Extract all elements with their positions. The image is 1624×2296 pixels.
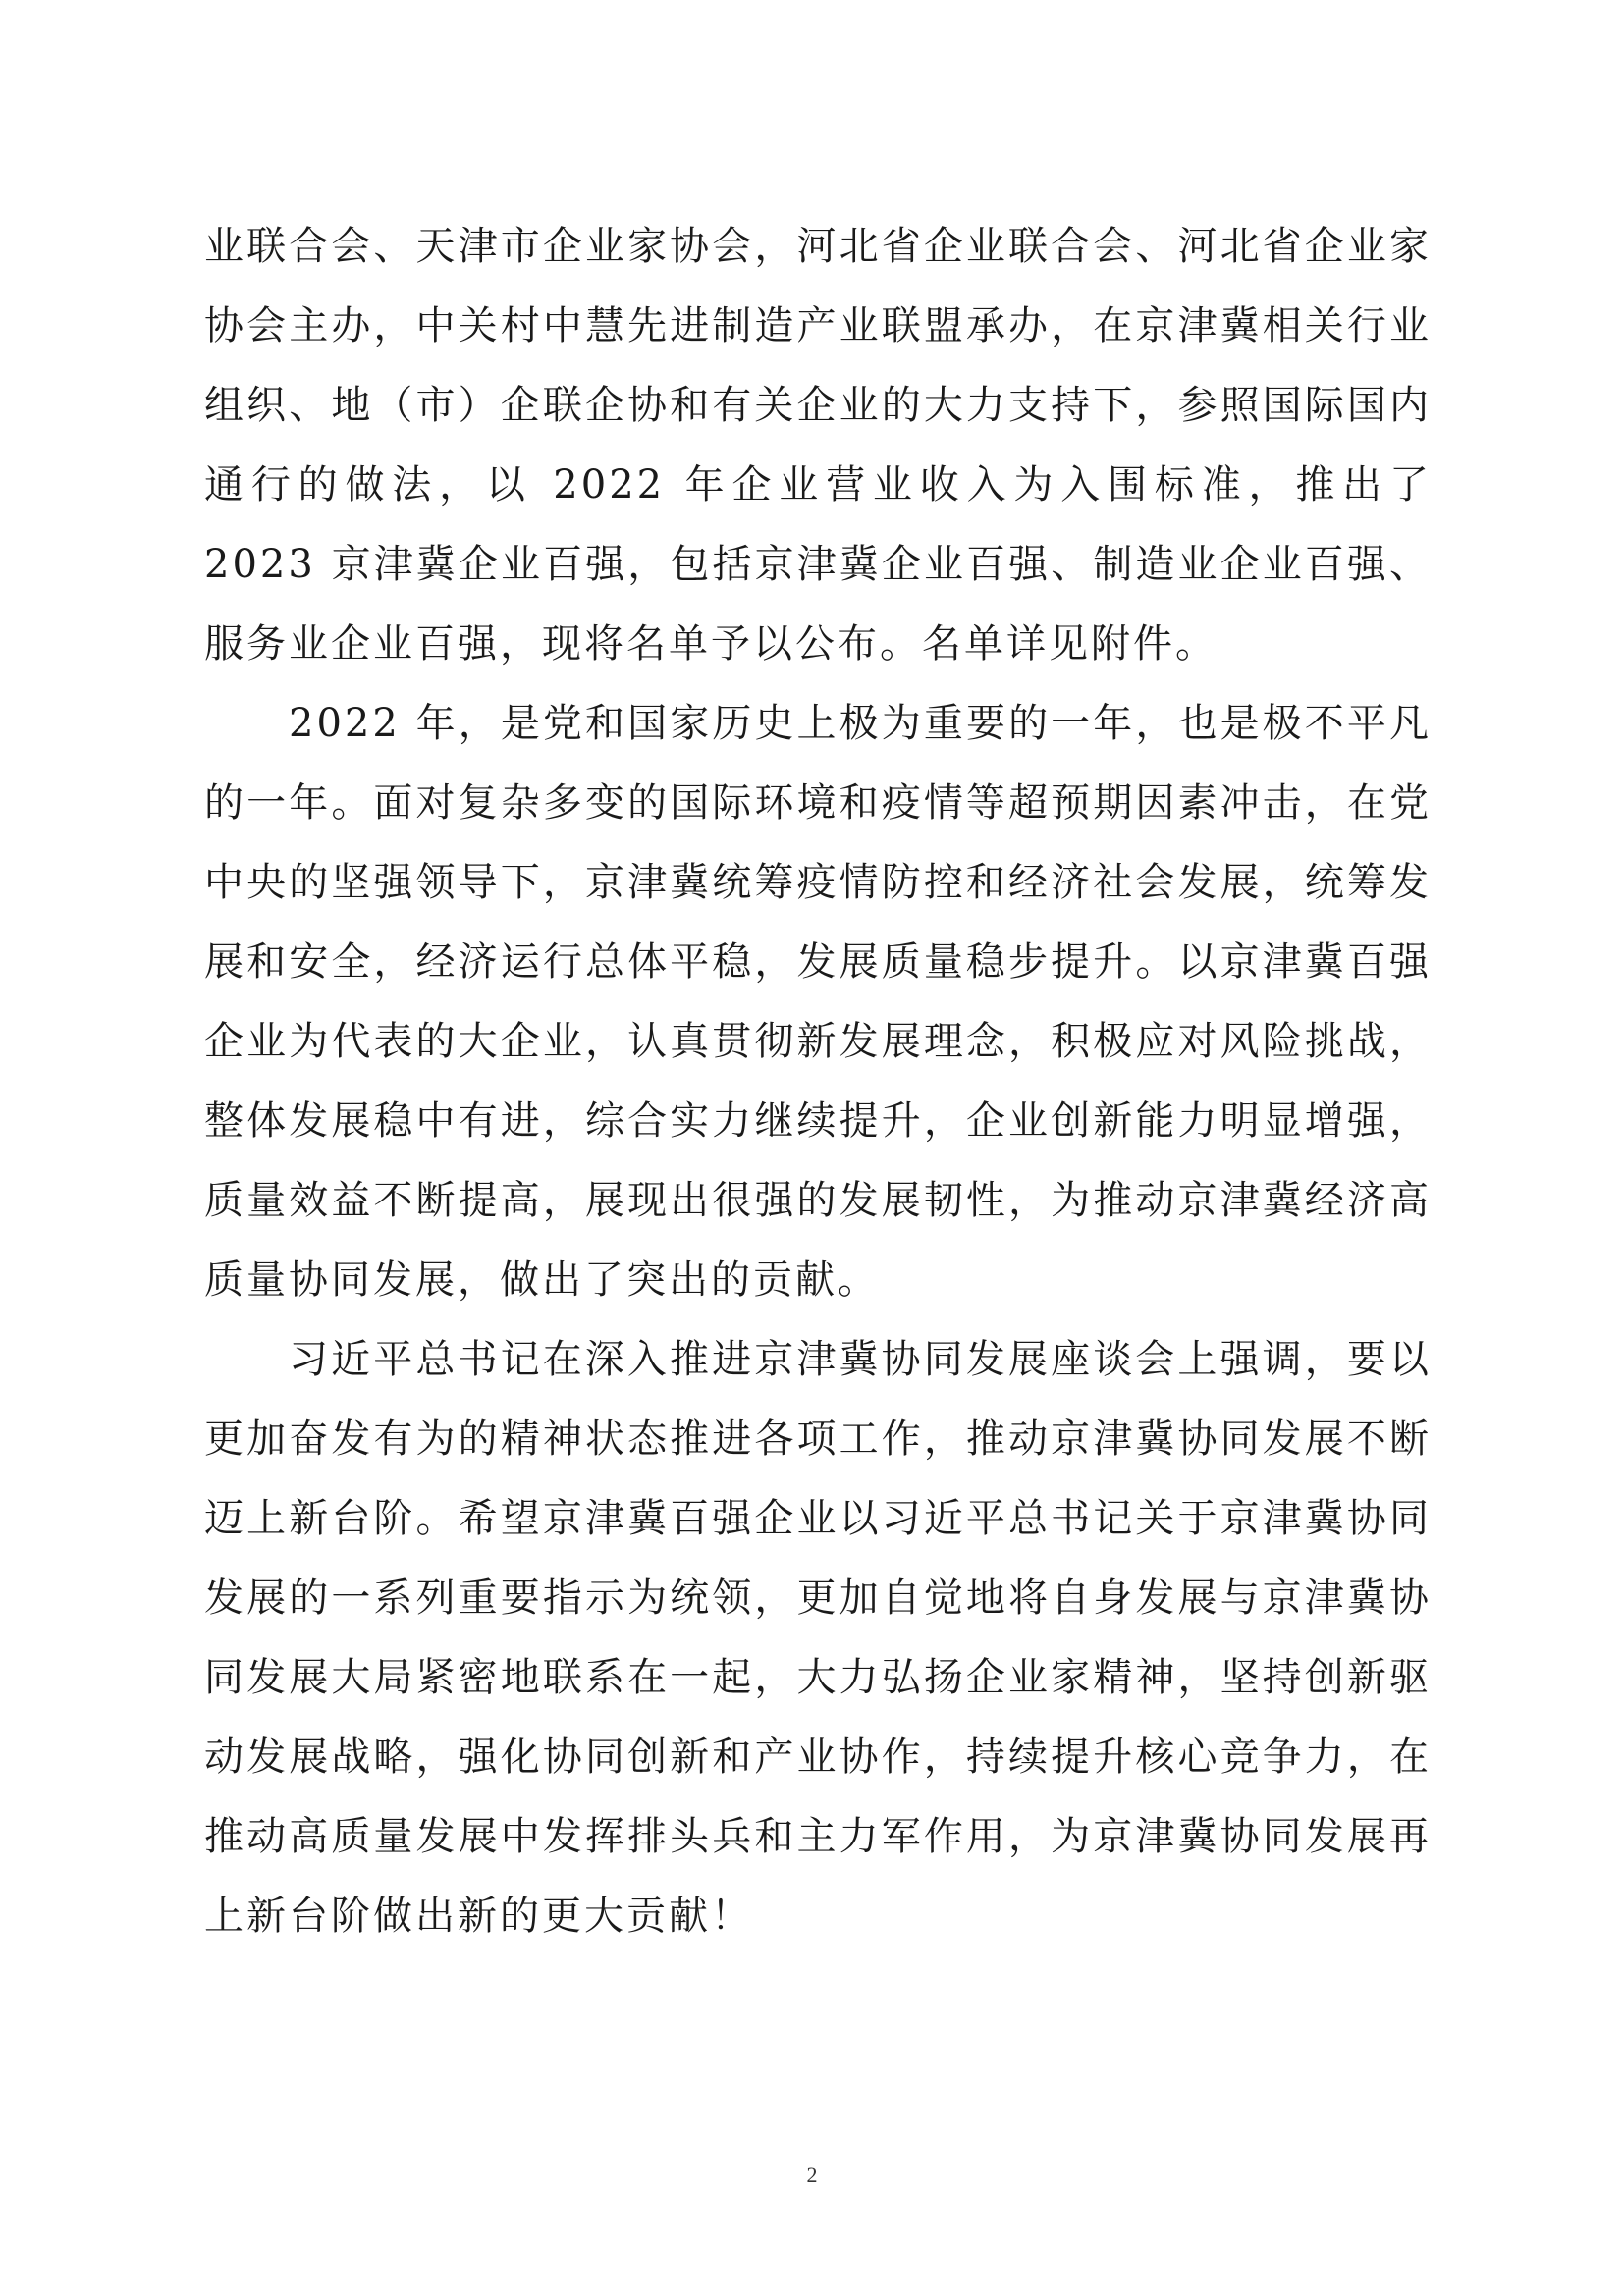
paragraph-continuation: 业联合会、天津市企业家协会，河北省企业联合会、河北省企业家协会主办，中关村中慧先进制造产业联盟承办，在京津冀相关行业组织、地（市）企联企协和有关企业的大力支持下，参照国际国内通行的做法，以 2022 年企业营业收入为入围标准，推出了 2023 京津冀企业百强，包括京津冀企业百强、制造业企业百强、服务业企业百强，现将名单予以公布。名单详见附件。	[204, 224, 1432, 667]
document-body	[204, 207, 1432, 1956]
page-number: 2	[806, 2163, 818, 2187]
paragraph-xi-remarks: 习近平总书记在深入推进京津冀协同发展座谈会上强调，要以更加奋发有为的精神状态推进各项工作，推动京津冀协同发展不断迈上新台阶。希望京津冀百强企业以习近平总书记关于京津冀协同发展的一系列重要指示为统领，更加自觉地将自身发展与京津冀协同发展大局紧密地联系在一起，大力弘扬企业家精神，坚持创新驱动发展战略，强化协同创新和产业协作，持续提升核心竞争力，在推动高质量发展中发挥排头兵和主力军作用，为京津冀协同发展再上新台阶做出新的更大贡献！	[204, 1337, 1432, 1939]
paragraph-2022-review: 2022 年，是党和国家历史上极为重要的一年，也是极不平凡的一年。面对复杂多变的国际环境和疫情等超预期因素冲击，在党中央的坚强领导下，京津冀统筹疫情防控和经济社会发展，统筹发展和安全，经济运行总体平稳，发展质量稳步提升。以京津冀百强企业为代表的大企业，认真贯彻新发展理念，积极应对风险挑战，整体发展稳中有进，综合实力继续提升，企业创新能力明显增强，质量效益不断提高，展现出很强的发展韧性，为推动京津冀经济高质量协同发展，做出了突出的贡献。	[204, 701, 1432, 1303]
